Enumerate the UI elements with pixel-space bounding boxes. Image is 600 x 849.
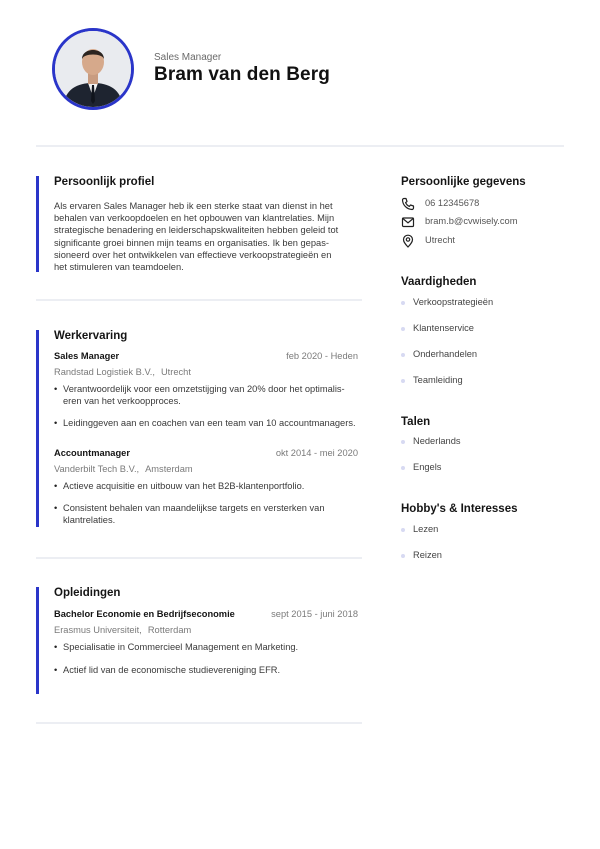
bullet-line: klantrelaties. bbox=[63, 515, 116, 525]
job-date: feb 2020 - Heden bbox=[286, 351, 358, 361]
email-address[interactable]: bram.b@cvwisely.com bbox=[425, 216, 518, 226]
section-divider bbox=[36, 299, 362, 301]
contact-title: Persoonlijke gegevens bbox=[401, 176, 526, 188]
profile-line: strategische benadering en leiderschapskwaliteiten hebben geleid tot bbox=[54, 225, 339, 236]
section-divider bbox=[36, 722, 362, 724]
mail-icon bbox=[401, 215, 415, 229]
language-label: Engels bbox=[413, 462, 442, 472]
education-bullet bbox=[54, 641, 358, 653]
skill-label: Onderhandelen bbox=[413, 349, 478, 359]
skill-label: Klantenservice bbox=[413, 323, 474, 333]
bullet-line: eren van het verkoopproces. bbox=[63, 396, 181, 406]
degree-name: Bachelor Economie en Bedrijfseconomie bbox=[54, 609, 235, 619]
company-name: Randstad Logistiek B.V., bbox=[54, 367, 155, 377]
education-date: sept 2015 - juni 2018 bbox=[271, 609, 358, 619]
job-bullet bbox=[54, 383, 358, 407]
education-entry bbox=[54, 609, 358, 676]
bullet-line: • Verantwoordelijk voor een omzetstijging van 20% door het optimalis- bbox=[63, 384, 345, 394]
job-role: Accountmanager bbox=[54, 448, 130, 458]
job-entry bbox=[54, 448, 358, 526]
job-company bbox=[54, 464, 358, 476]
section-accent-bar bbox=[36, 330, 39, 527]
profile-line: Als ervaren Sales Manager heb ik een sterke staat van dienst in het bbox=[54, 201, 333, 211]
bullet-line: • Specialisatie in Commercieel Management en Marketing. bbox=[63, 642, 299, 652]
job-entry bbox=[54, 351, 358, 429]
profile-text bbox=[54, 200, 358, 273]
job-role: Sales Manager bbox=[54, 351, 120, 361]
hobby-label: Lezen bbox=[413, 524, 439, 534]
bullet-line: • Actieve acquisitie en uitbouw van het B2B-klantenportfolio. bbox=[63, 481, 305, 491]
profile-line: sioneerd over het ontwikkelen van effectieve verkoopstrategieën en bbox=[54, 249, 332, 260]
school-city: Rotterdam bbox=[147, 625, 192, 635]
skill-label: Verkoopstrategieën bbox=[413, 297, 494, 307]
profile-section bbox=[36, 176, 362, 272]
education-section bbox=[36, 587, 362, 694]
job-bullet bbox=[54, 417, 358, 429]
section-accent-bar bbox=[36, 587, 39, 694]
profile-title: Persoonlijk profiel bbox=[54, 176, 155, 188]
experience-section bbox=[36, 330, 362, 527]
job-company bbox=[54, 367, 358, 379]
company-city: Utrecht bbox=[160, 367, 191, 377]
phone-icon bbox=[401, 197, 415, 211]
profile-line: significante groei binnen mijn teams en organisaties. Ik ben gepas- bbox=[54, 237, 329, 248]
bullet-line: • Actief lid van de economische studievereniging EFR. bbox=[63, 665, 281, 675]
language-label: Nederlands bbox=[413, 436, 461, 446]
job-date: okt 2014 - mei 2020 bbox=[275, 448, 358, 458]
phone-number: 06 12345678 bbox=[425, 198, 480, 208]
person-portrait-icon bbox=[55, 31, 131, 107]
hobbies-title: Hobby's & Interesses bbox=[401, 503, 518, 515]
full-name: Bram van den Berg bbox=[154, 64, 330, 85]
experience-title: Werkervaring bbox=[54, 330, 128, 342]
school-name: Erasmus Universiteit, bbox=[54, 625, 142, 635]
bullet-line: • Consistent behalen van maandelijkse targets en versterken van bbox=[63, 503, 325, 513]
job-bullet bbox=[54, 502, 358, 526]
company-city: Amsterdam bbox=[145, 464, 193, 474]
profile-line: behalen van verkoopdoelen en het opbouwen van klantrelaties. Mijn bbox=[54, 213, 335, 224]
profile-photo bbox=[52, 28, 134, 110]
education-title: Opleidingen bbox=[54, 587, 121, 599]
job-bullet bbox=[54, 480, 358, 492]
job-title: Sales Manager bbox=[154, 52, 222, 63]
section-divider bbox=[36, 557, 362, 559]
profile-line: het stimuleren van teamdoelen. bbox=[54, 262, 184, 273]
bullet-line: • Leidinggeven aan en coachen van een team van 10 accountmanagers. bbox=[63, 418, 356, 428]
sidebar bbox=[401, 0, 581, 600]
skills-title: Vaardigheden bbox=[401, 276, 477, 288]
section-accent-bar bbox=[36, 176, 39, 272]
hobby-label: Reizen bbox=[413, 550, 442, 560]
education-bullet bbox=[54, 664, 358, 676]
skill-label: Teamleiding bbox=[413, 375, 463, 385]
languages-title: Talen bbox=[401, 416, 431, 428]
school bbox=[54, 625, 358, 637]
location-text: Utrecht bbox=[425, 235, 455, 245]
location-pin-icon bbox=[401, 234, 415, 248]
company-name: Vanderbilt Tech B.V., bbox=[54, 464, 140, 474]
